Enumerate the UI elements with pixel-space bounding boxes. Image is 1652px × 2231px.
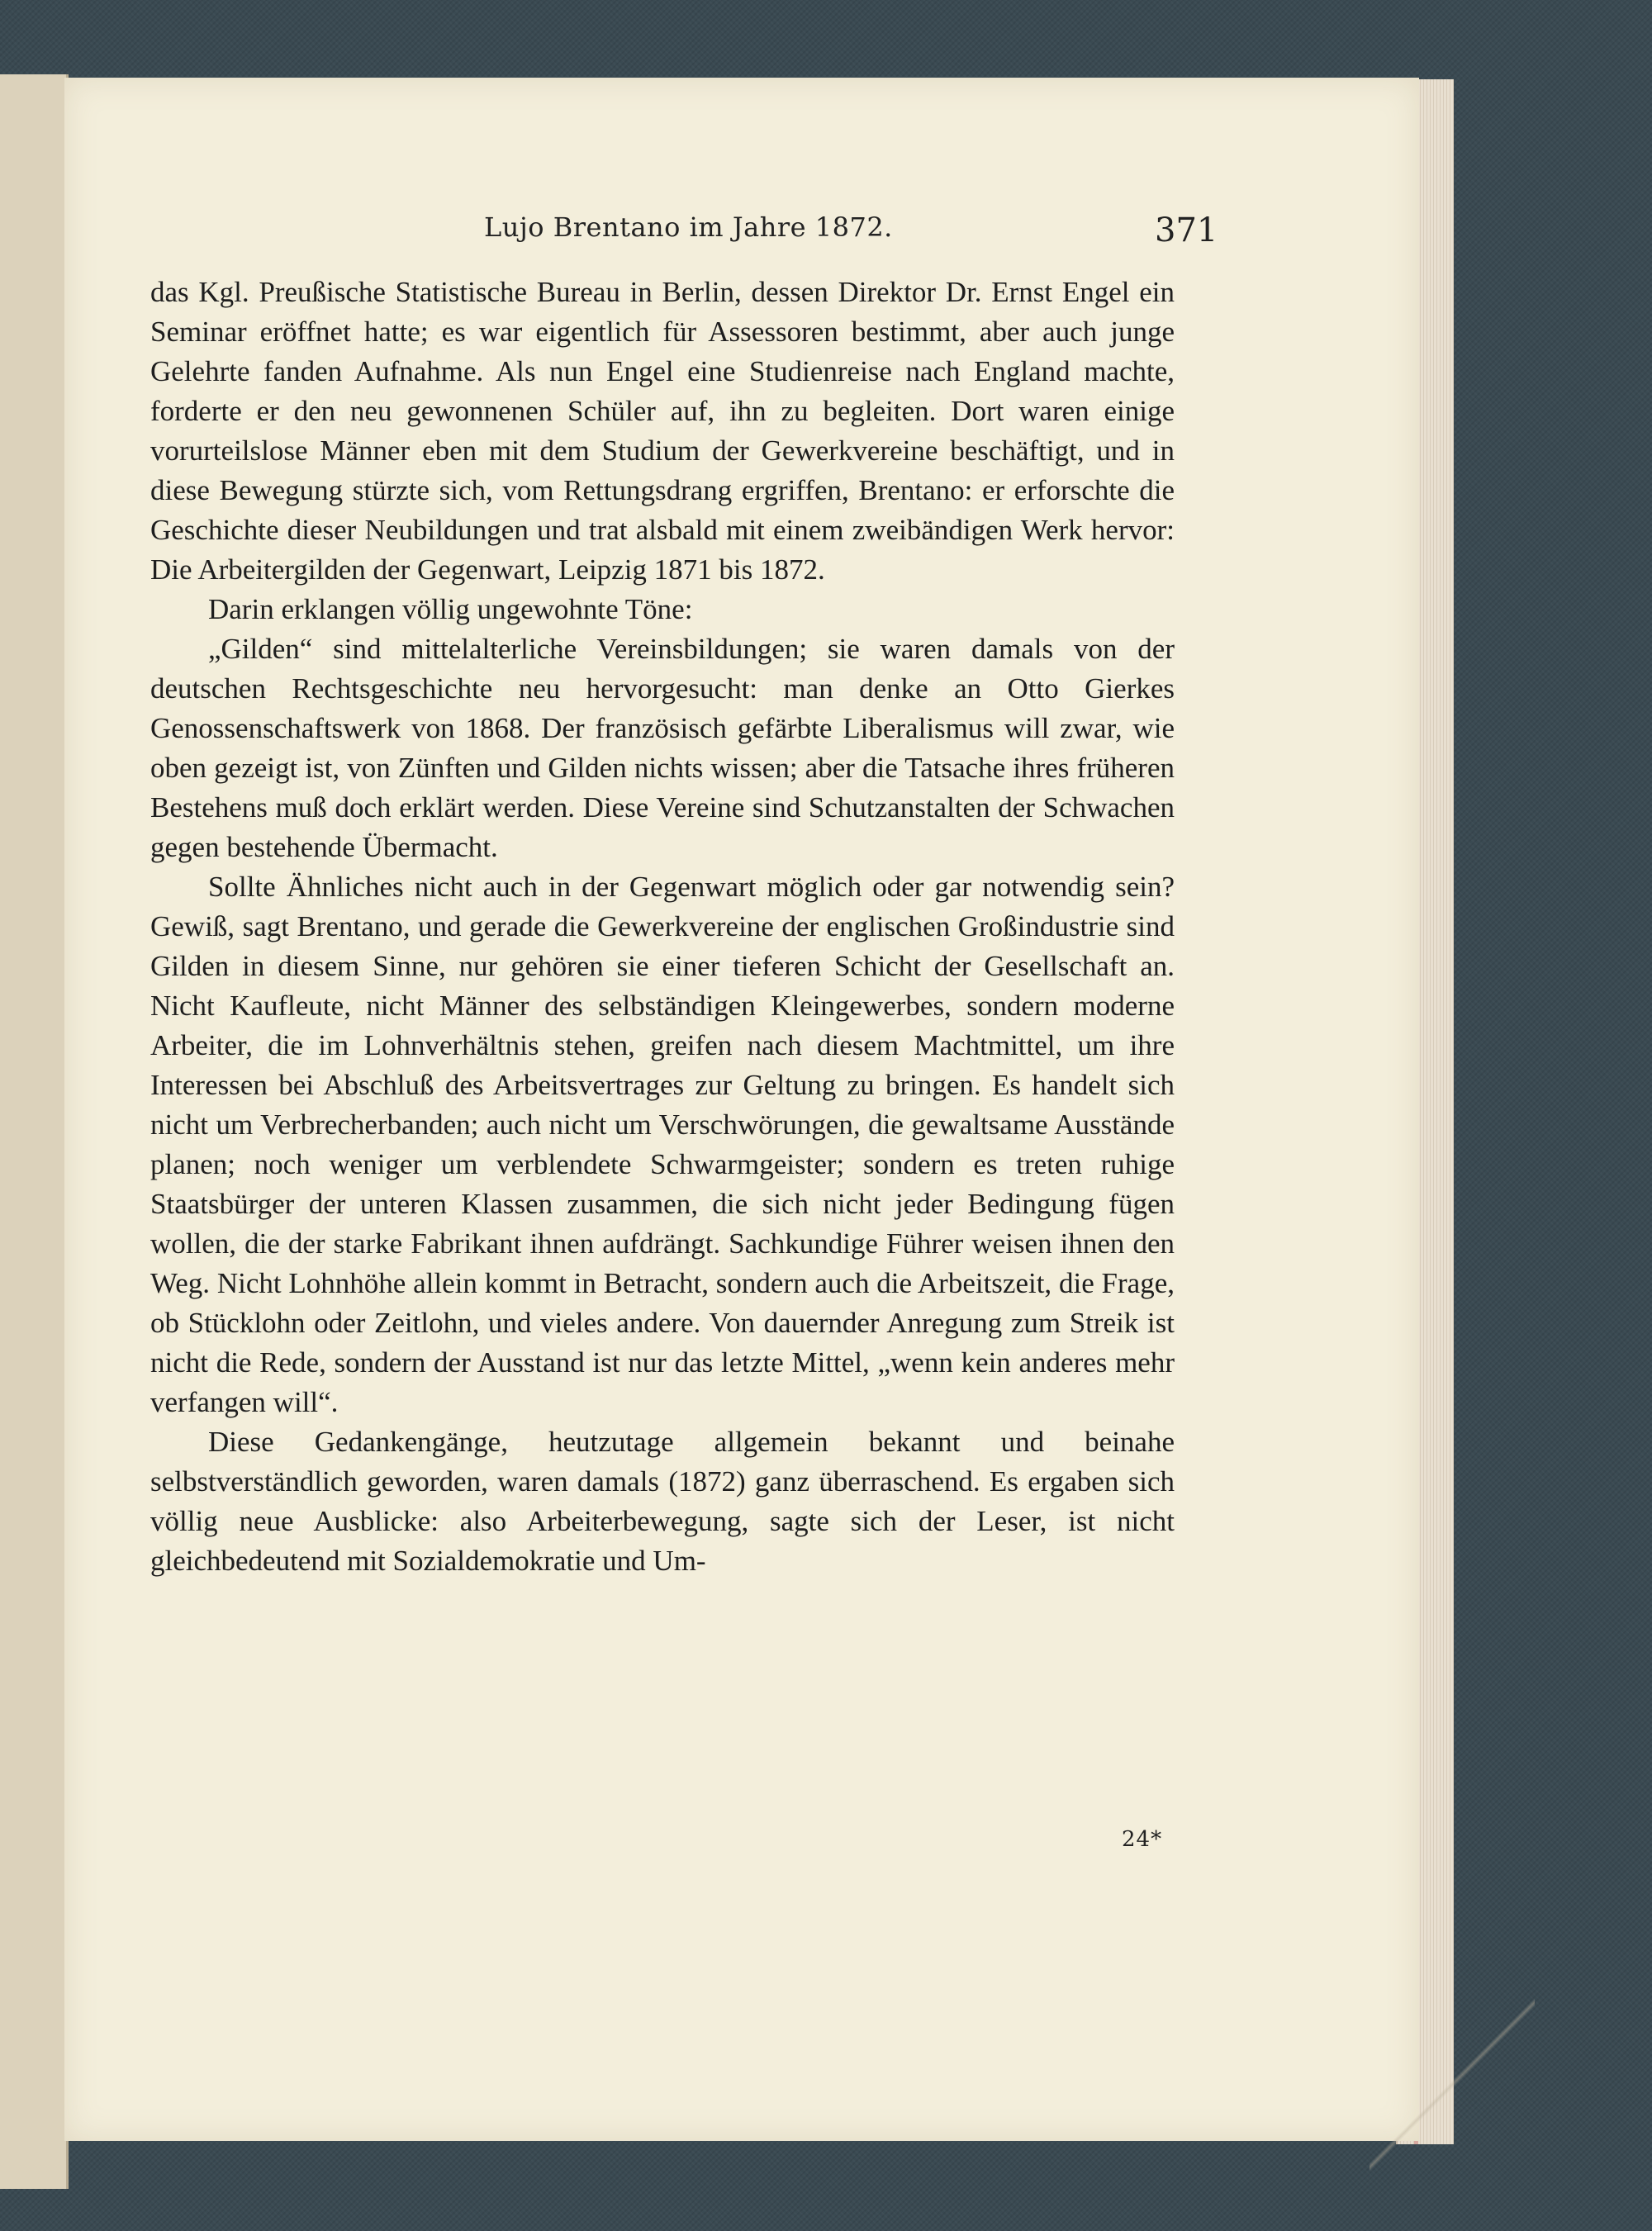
running-title: Lujo Brentano im Jahre 1872.: [484, 211, 893, 243]
paragraph-3: „Gilden“ sind mittelalterliche Vereinsbildungen; sie waren damals von der deutschen Rechtsgeschichte neu hervorgesucht: man denke an Otto Gierkes Genossenschaftswerk von 1868. Der französisch gefärbte Liberalismus will zwar, wie oben gezeigt ist, von Zünften und Gilden nichts wissen; aber die Tatsache ihres früheren Bestehens muß doch erklärt werden. Diese Vereine sind Schutzanstalten der Schwachen gegen bestehende Übermacht.: [150, 633, 1175, 863]
paragraph-4: Sollte Ähnliches nicht auch in der Gegenwart möglich oder gar notwendig sein? Gewiß, sagt Brentano, und gerade die Gewerkvereine der englischen Großindustrie sind Gilden in diesem Sinne, nur gehören sie einer tieferen Schicht der Gesellschaft an. Nicht Kaufleute, nicht Männer des selbständigen Kleingewerbes, sondern moderne Arbeiter, die im Lohnverhältnis stehen, greifen nach diesem Machtmittel, um ihre Interessen bei Abschluß des Arbeitsvertrages zur Geltung zu bringen. Es handelt sich nicht um Verbrecherbanden; auch nicht um Verschwörungen, die gewaltsame Ausstände planen; noch weniger um verblendete Schwarmgeister; sondern es treten ruhige Staatsbürger der unteren Klassen zusammen, die sich nicht jeder Bedingung fügen wollen, die der starke Fabrikant ihnen aufdrängt. Sachkundige Führer weisen ihnen den Weg. Nicht Lohnhöhe allein kommt in Betracht, sondern auch die Arbeitszeit, die Frage, ob Stücklohn oder Zeitlohn, und vieles andere. Von dauernder Anregung zum Streik ist nicht die Rede, sondern der Ausstand ist nur das letzte Mittel, „wenn kein anderes mehr verfangen will“.: [150, 871, 1175, 1418]
page-fold-mark: [1370, 1961, 1535, 2209]
signature-mark: 24*: [1122, 1827, 1163, 1852]
paragraph-1: das Kgl. Preußische Statistische Bureau in Berlin, dessen Direktor Dr. Ernst Engel ein Seminar eröffnet hatte; es war eigentlich für Assessoren bestimmt, aber auch junge Gelehrte fanden Aufnahme. Als nun Engel eine Studienreise nach England machte, forderte er den neu gewonnenen Schüler auf, ihn zu begleiten. Dort waren einige vorurteilslose Männer eben mit dem Studium der Gewerkvereine beschäftigt, und in diese Bewegung stürzte sich, vom Rettungsdrang ergriffen, Brentano: er erforschte die Geschichte dieser Neubildungen und trat alsbald mit einem zweibändigen Werk hervor: Die Arbeitergilden der Gegenwart, Leipzig 1871 bis 1872.: [150, 276, 1175, 586]
paragraph-2: Darin erklangen völlig ungewohnte Töne:: [208, 593, 693, 625]
page-number: 371: [1155, 211, 1218, 249]
previous-page-edge: [0, 74, 69, 2189]
paragraph-5: Diese Gedankengänge, heutzutage allgemein bekannt und beinahe selbstverständlich geworden, waren damals (1872) ganz überraschend. Es ergaben sich völlig neue Ausblicke: also Arbeiterbewegung, sagte sich der Leser, ist nicht gleichbedeutend mit Sozialdemokratie und Um-: [150, 1426, 1175, 1577]
body-text: [150, 273, 1175, 1581]
